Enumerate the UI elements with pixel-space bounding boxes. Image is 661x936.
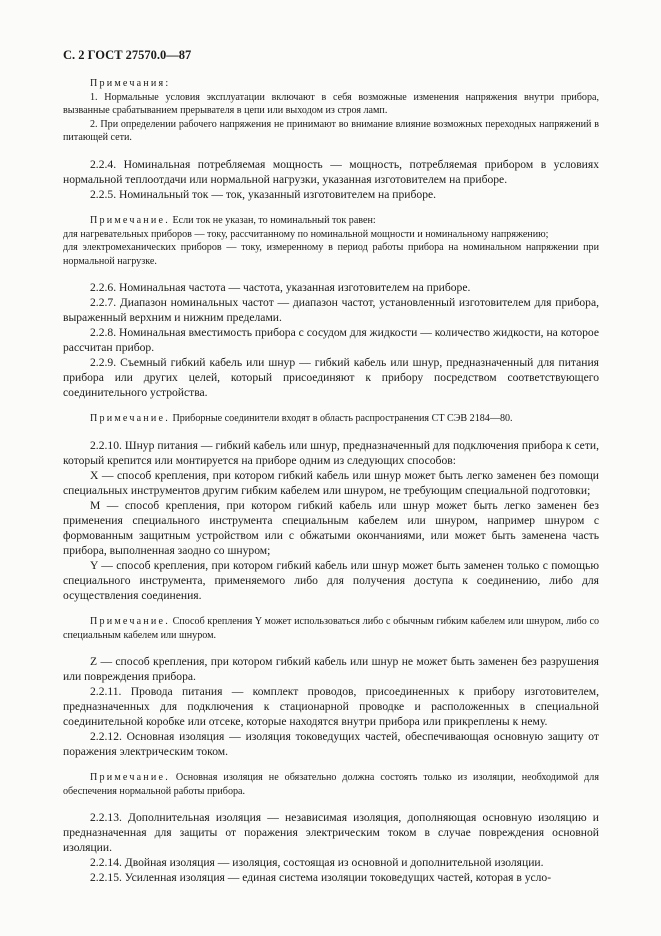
method-x: X — способ крепления, при котором гибкий кабель или шнур может быть легко заменен без помощи специальных инструментов другим гибким кабелем или шнуром, не требующим специальной подготовки; (63, 468, 599, 497)
note-text: Основная изоляция не обязательно должна состоять только из изоляции, необходимой для обеспечения нормальной работы прибора. (63, 772, 599, 797)
note (63, 771, 599, 798)
note-label: Примечание. (90, 413, 170, 425)
note-label: Примечание. (90, 214, 170, 226)
clause-2-2-10: 2.2.10. Шнур питания — гибкий кабель или шнур, предназначенный для подключения прибора к сети, который крепится или монтируется на приборе одним из следующих способов: (63, 438, 599, 467)
note-label (63, 77, 599, 91)
note-line: для электромеханических приборов — току, измеренному в период работы прибора на номинальном напряжении при нормальной нагрузке. (63, 242, 599, 267)
clause-2-2-12: 2.2.12. Основная изоляция — изоляция токоведущих частей, обеспечивающая основную защиту от поражения электрическим током. (63, 730, 599, 759)
note-line: для нагревательных приборов — току, рассчитанному по номинальной мощности и номинальному напряжению; (63, 228, 549, 240)
note (63, 214, 599, 228)
note-label: Примечание. (90, 615, 170, 627)
note-label: Примечание. (90, 772, 170, 784)
note (63, 412, 599, 426)
page-header: С. 2 ГОСТ 27570.0—87 (63, 48, 192, 62)
note-label-text: Примечания: (90, 78, 171, 89)
clause-2-2-13: 2.2.13. Дополнительная изоляция — независимая изоляция, дополняющая основную изоляцию и предназначенная для защиты от поражения электрическим током в случае повреждения основной изоляции. (63, 811, 599, 855)
note-item: 2. При определении рабочего напряжения не принимают во внимание влияние возможных переходных напряжений в питающей сети. (63, 118, 599, 144)
clause-2-2-6: 2.2.6. Номинальная частота — частота, указанная изготовителем на приборе. (90, 281, 471, 295)
clause-2-2-5: 2.2.5. Номинальный ток — ток, указанный изготовителем на приборе. (90, 187, 437, 201)
method-m: M — способ крепления, при котором гибкий кабель или шнур может быть легко заменен без применения специального инструмента специальным кабелем или шнуром, например шнуром с формованным защитным устройством или с обжатыми окончаниями, или может быть заменена часть прибора, выполненная заодно со шнуром; (63, 498, 599, 557)
clause-2-2-14: 2.2.14. Двойная изоляция — изоляция, состоящая из основной и дополнительной изоляции. (90, 856, 544, 870)
method-z: Z — способ крепления, при котором гибкий кабель или шнур не может быть заменен без разрушения или повреждения прибора. (63, 655, 599, 684)
method-y: Y — способ крепления, при котором гибкий кабель или шнур может быть заменен только с помощью специального инструмента, применяемого либо для получения доступа к соединению, либо для осуществления соединения. (63, 558, 599, 602)
clause-2-2-15: 2.2.15. Усиленная изоляция — единая система изоляции токоведущих частей, которая в усло- (90, 871, 552, 885)
clause-2-2-4: 2.2.4. Номинальная потребляемая мощность — мощность, потребляемая прибором в условиях нормальной теплоотдачи или нормальной нагрузки, указанная изготовителем на приборе. (63, 157, 599, 186)
note-item: 1. Нормальные условия эксплуатации включают в себя возможные изменения напряжения внутри прибора, вызванные срабатыванием прерывателя в цепи или выходом из строя ламп. (63, 91, 599, 117)
clause-2-2-9: 2.2.9. Съемный гибкий кабель или шнур — гибкий кабель или шнур, предназначенный для питания прибора или других целей, который присоединяют к прибору посредством соответствующего соединительного устройства. (63, 356, 599, 400)
note (63, 615, 599, 642)
note-text: Способ крепления Y может использоваться либо с обычным гибким кабелем или шнуром, либо со специальным кабелем или шнуром. (63, 615, 599, 641)
note-text: Приборные соединители входят в область распространения СТ СЭВ 2184—80. (169, 413, 513, 425)
note-text: Если ток не указан, то номинальный ток равен: (169, 214, 376, 226)
document-body (63, 77, 599, 885)
clause-2-2-11: 2.2.11. Провода питания — комплект проводов, присоединенных к прибору изготовителем, предназначенных для подключения к стационарной проводке и расположенных в специальной соединительной коробке или отсеке, которые находятся внутри прибора или прикреплены к нему. (63, 685, 599, 729)
clause-2-2-8: 2.2.8. Номинальная вместимость прибора с сосудом для жидкости — количество жидкости, на которое рассчитан прибор. (63, 326, 599, 355)
clause-2-2-7: 2.2.7. Диапазон номинальных частот — диапазон частот, установленный изготовителем для прибора, выраженный верхним и нижним пределами. (63, 296, 599, 325)
